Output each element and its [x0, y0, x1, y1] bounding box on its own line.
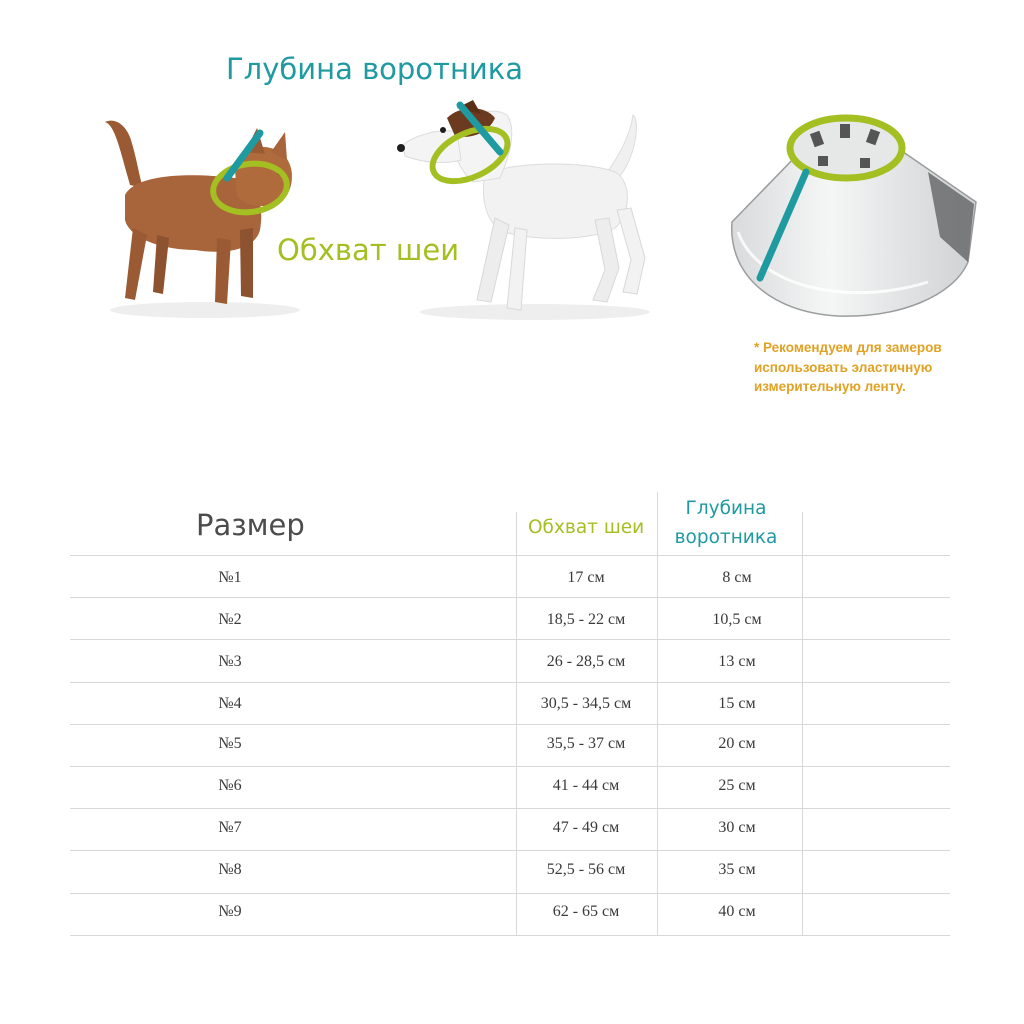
size-cell: №1	[218, 569, 242, 586]
table-row	[70, 807, 950, 849]
size-cell: №8	[218, 861, 242, 878]
girth-cell: 17 см	[567, 569, 605, 586]
size-column-header: Размер	[196, 508, 305, 542]
cat-illustration	[95, 110, 310, 325]
depth-column-header: Глубина воротника	[674, 498, 778, 548]
girth-cell: 41 - 44 см	[552, 777, 620, 794]
row-divider	[70, 555, 950, 556]
table-row	[70, 557, 950, 599]
girth-cell: 30,5 - 34,5 см	[540, 695, 632, 712]
table-row	[70, 599, 950, 641]
girth-cell: 35,5 - 37 см	[546, 735, 626, 752]
table-row	[70, 641, 950, 683]
girth-cell: 26 - 28,5 см	[546, 653, 626, 670]
size-cell: №2	[218, 611, 242, 628]
girth-cell: 47 - 49 см	[552, 819, 620, 836]
measurement-note: * Рекомендуем для замеров использовать эластичную измерительную ленту.	[754, 340, 942, 394]
row-divider	[70, 935, 950, 936]
table-row	[70, 683, 950, 725]
dog-illustration	[395, 100, 655, 325]
depth-cell: 8 см	[722, 569, 752, 586]
depth-cell: 30 см	[718, 819, 756, 836]
girth-cell: 62 - 65 см	[552, 903, 620, 920]
depth-cell: 20 см	[718, 735, 756, 752]
size-cell: №5	[218, 735, 242, 752]
table-row	[70, 765, 950, 807]
collar-cone-illustration	[728, 112, 978, 327]
neck-girth-label: Обхват шеи	[277, 233, 460, 267]
depth-cell: 25 см	[718, 777, 756, 794]
girth-cell: 52,5 - 56 см	[546, 861, 626, 878]
depth-cell: 10,5 см	[712, 611, 762, 628]
size-cell: №7	[218, 819, 242, 836]
depth-cell: 35 см	[718, 861, 756, 878]
size-cell: №4	[218, 695, 242, 712]
collar-depth-label: Глубина воротника	[226, 52, 524, 86]
table-row	[70, 723, 950, 765]
girth-column-header: Обхват шеи	[528, 517, 645, 538]
depth-cell: 40 см	[718, 903, 756, 920]
table-row	[70, 849, 950, 891]
depth-cell: 15 см	[718, 695, 756, 712]
table-row	[70, 891, 950, 933]
size-cell: №3	[218, 653, 242, 670]
size-cell: №6	[218, 777, 242, 794]
size-cell: №9	[218, 903, 242, 920]
depth-cell: 13 см	[718, 653, 756, 670]
girth-cell: 18,5 - 22 см	[546, 611, 626, 628]
